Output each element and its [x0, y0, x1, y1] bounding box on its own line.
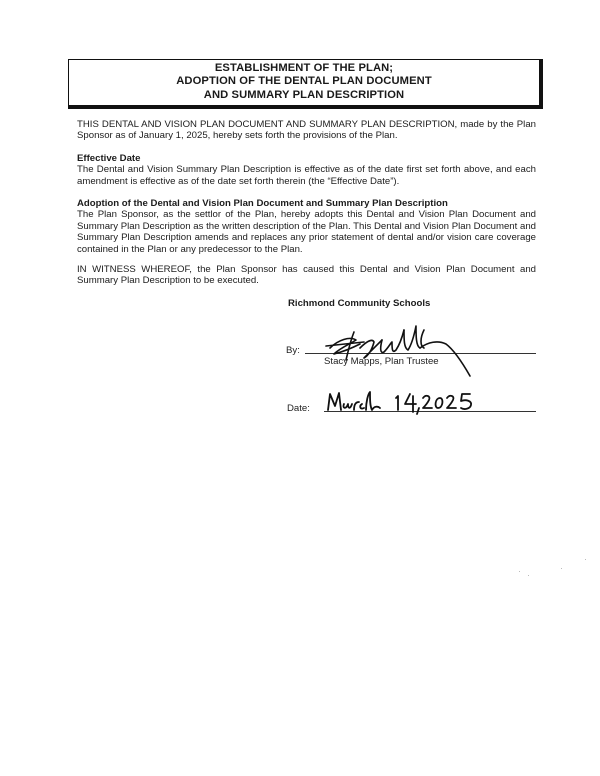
- effective-date-text: The Dental and Vision Summary Plan Description is effective as of the date first set forth above, and each amendment is effective as of the date set forth therein (the “Effective Date”).: [77, 164, 536, 187]
- date-label: Date:: [287, 403, 310, 414]
- handwritten-signature: [320, 318, 480, 388]
- scan-speck: [585, 559, 586, 560]
- adoption-heading: Adoption of the Dental and Vision Plan Document and Summary Plan Description: [77, 198, 448, 209]
- plan-sponsor-name: Richmond Community Schools: [288, 298, 431, 309]
- title-line-1: ESTABLISHMENT OF THE PLAN;: [214, 62, 394, 74]
- scan-speck: [519, 571, 520, 572]
- effective-date-section: [77, 153, 536, 187]
- adoption-section: [77, 198, 536, 255]
- title-box: [68, 59, 543, 109]
- effective-date-heading: Effective Date: [77, 153, 141, 164]
- witness-paragraph: IN WITNESS WHEREOF, the Plan Sponsor has caused this Dental and Vision Plan Document and Summary Plan Description to be executed.: [77, 264, 536, 287]
- signer-name: Stacy Mapps, Plan Trustee: [324, 356, 439, 367]
- handwritten-date: [326, 388, 486, 416]
- by-label: By:: [286, 345, 300, 356]
- scan-speck: [561, 568, 562, 569]
- scan-speck: [528, 575, 529, 576]
- title-line-3: AND SUMMARY PLAN DESCRIPTION: [203, 88, 405, 101]
- adoption-text: The Plan Sponsor, as the settlor of the Plan, hereby adopts this Dental and Vision Plan Document and Summary Plan Description as the written description of the Plan. This Dental and Vision Plan Document and Summary Plan Description amends and replaces any prior statement of dental and/or vision care coverage contained in the Plan or any predecessor to the Plan.: [77, 209, 536, 255]
- intro-paragraph: THIS DENTAL AND VISION PLAN DOCUMENT AND SUMMARY PLAN DESCRIPTION, made by the Plan Sponsor as of January 1, 2025, hereby sets forth the provisions of the Plan.: [77, 119, 536, 142]
- title-line-2: ADOPTION OF THE DENTAL PLAN DOCUMENT: [176, 75, 432, 88]
